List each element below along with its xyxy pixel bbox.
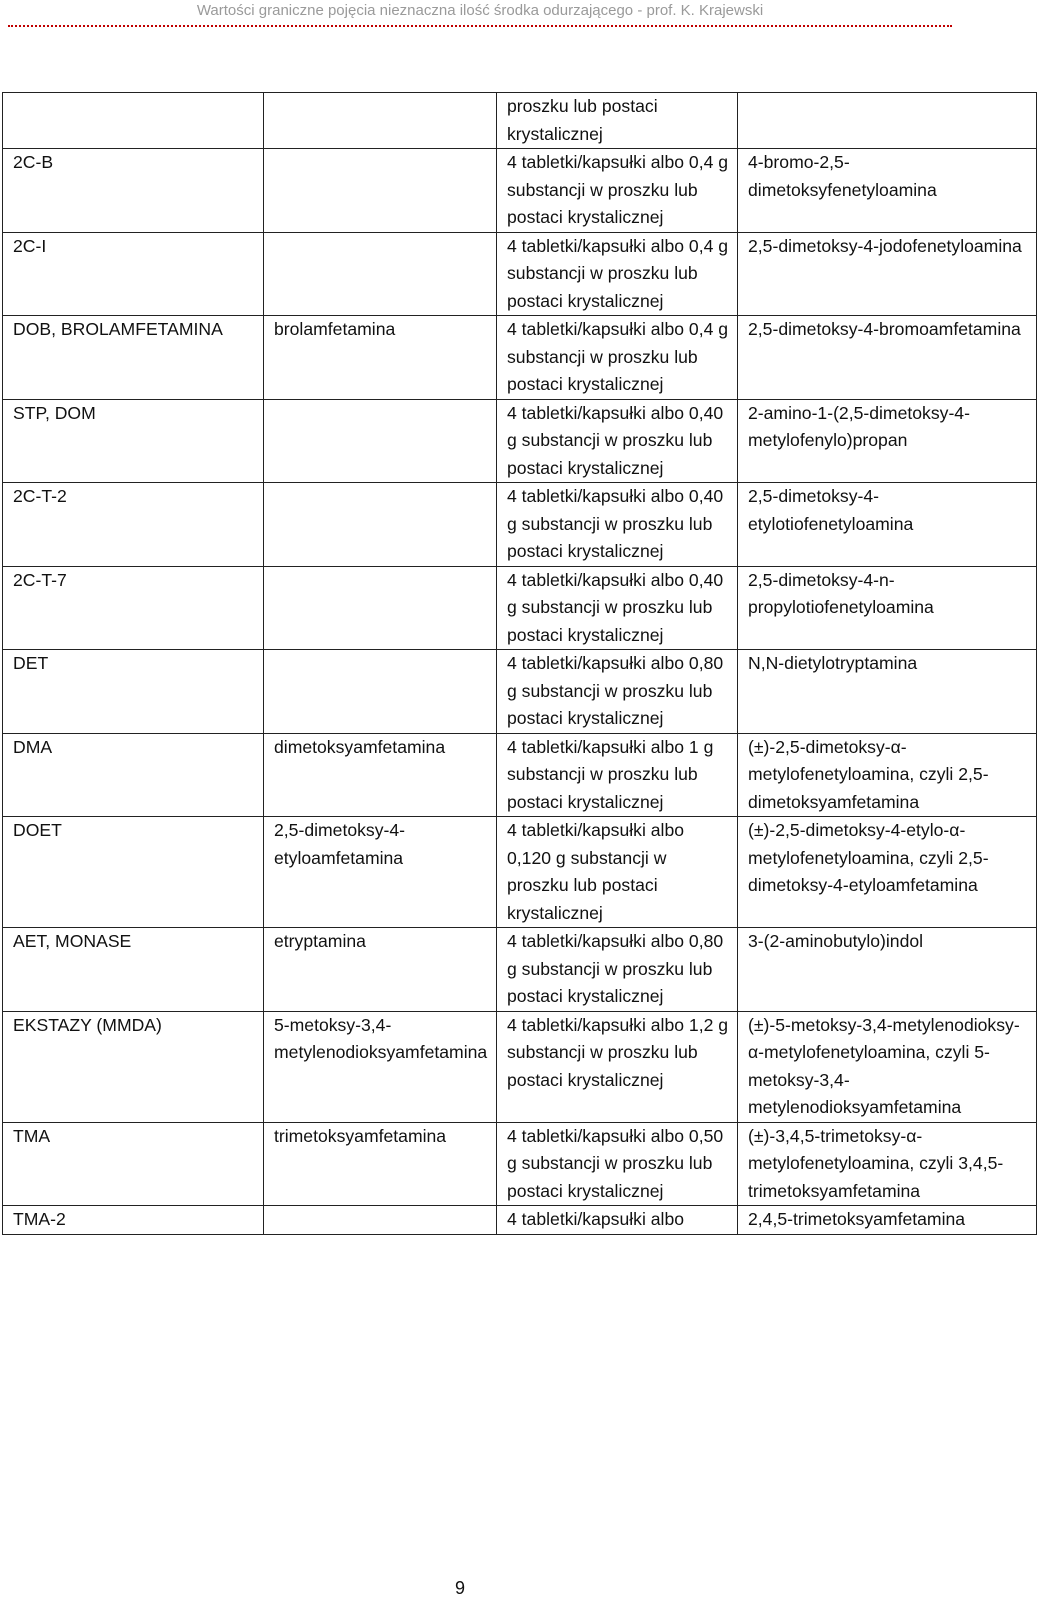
alternative-name-cell: etryptamina: [264, 928, 497, 1012]
chemical-name-cell: (±)-2,5-dimetoksy-α-metylofenetyloamina, czyli 2,5-dimetoksyamfetamina: [738, 733, 1037, 817]
chemical-name-cell: 2,4,5-trimetoksyamfetamina: [738, 1206, 1037, 1235]
alternative-name-cell: [264, 399, 497, 483]
alternative-name-cell: [264, 93, 497, 149]
chemical-name-cell: N,N-dietylotryptamina: [738, 650, 1037, 734]
table-row: [3, 232, 1037, 316]
alternative-name-cell: [264, 149, 497, 233]
substance-name-cell: 2C-T-2: [3, 483, 264, 567]
alternative-name-cell: [264, 232, 497, 316]
page-number: 9: [454, 1578, 465, 1598]
substance-name-cell: 2C-T-7: [3, 566, 264, 650]
chemical-name-cell: 2,5-dimetoksy-4-bromoamfetamina: [738, 316, 1037, 400]
alternative-name-cell: [264, 1206, 497, 1235]
threshold-amount-cell: 4 tabletki/kapsułki albo: [497, 1206, 738, 1235]
threshold-amount-cell: 4 tabletki/kapsułki albo 1 g substancji w proszku lub postaci krystalicznej: [497, 733, 738, 817]
table-row: [3, 483, 1037, 567]
substance-name-cell: DOET: [3, 817, 264, 928]
substance-name-cell: 2C-I: [3, 232, 264, 316]
substance-table: [2, 92, 1037, 1235]
alternative-name-cell: 5-metoksy-3,4-metylenodioksyamfetamina: [264, 1011, 497, 1122]
threshold-amount-cell: 4 tabletki/kapsułki albo 0,4 g substancji w proszku lub postaci krystalicznej: [497, 149, 738, 233]
chemical-name-cell: 2-amino-1-(2,5-dimetoksy-4-metylofenylo)propan: [738, 399, 1037, 483]
substance-name-cell: AET, MONASE: [3, 928, 264, 1012]
chemical-name-cell: (±)-3,4,5-trimetoksy-α-metylofenetyloamina, czyli 3,4,5-trimetoksyamfetamina: [738, 1122, 1037, 1206]
table-row: [3, 650, 1037, 734]
threshold-amount-cell: 4 tabletki/kapsułki albo 1,2 g substancji w proszku lub postaci krystalicznej: [497, 1011, 738, 1122]
substance-name-cell: TMA: [3, 1122, 264, 1206]
threshold-amount-cell: 4 tabletki/kapsułki albo 0,50 g substancji w proszku lub postaci krystalicznej: [497, 1122, 738, 1206]
substance-name-cell: 2C-B: [3, 149, 264, 233]
threshold-amount-cell: 4 tabletki/kapsułki albo 0,80 g substancji w proszku lub postaci krystalicznej: [497, 650, 738, 734]
chemical-name-cell: (±)-5-metoksy-3,4-metylenodioksy-α-metylofenetyloamina, czyli 5-metoksy-3,4-metylenodioksyamfetamina: [738, 1011, 1037, 1122]
substance-name-cell: EKSTAZY (MMDA): [3, 1011, 264, 1122]
substance-name-cell: STP, DOM: [3, 399, 264, 483]
threshold-amount-cell: 4 tabletki/kapsułki albo 0,40 g substancji w proszku lub postaci krystalicznej: [497, 399, 738, 483]
threshold-amount-cell: 4 tabletki/kapsułki albo 0,4 g substancji w proszku lub postaci krystalicznej: [497, 232, 738, 316]
threshold-amount-cell: 4 tabletki/kapsułki albo 0,40 g substancji w proszku lub postaci krystalicznej: [497, 566, 738, 650]
table-row: [3, 817, 1037, 928]
alternative-name-cell: [264, 483, 497, 567]
threshold-amount-cell: 4 tabletki/kapsułki albo 0,40 g substancji w proszku lub postaci krystalicznej: [497, 483, 738, 567]
chemical-name-cell: 3-(2-aminobutylo)indol: [738, 928, 1037, 1012]
substance-name-cell: TMA-2: [3, 1206, 264, 1235]
threshold-amount-cell: 4 tabletki/kapsułki albo 0,80 g substancji w proszku lub postaci krystalicznej: [497, 928, 738, 1012]
chemical-name-cell: (±)-2,5-dimetoksy-4-etylo-α-metylofenetyloamina, czyli 2,5-dimetoksy-4-etyloamfetamina: [738, 817, 1037, 928]
chemical-name-cell: 2,5-dimetoksy-4-n-propylotiofenetyloamina: [738, 566, 1037, 650]
alternative-name-cell: [264, 566, 497, 650]
table-row: [3, 566, 1037, 650]
substance-name-cell: DET: [3, 650, 264, 734]
table-row: [3, 1206, 1037, 1235]
table-row: [3, 399, 1037, 483]
running-header: Wartości graniczne pojęcia nieznaczna ilość środka odurzającego - prof. K. Krajewski: [196, 2, 764, 19]
table-row: [3, 316, 1037, 400]
chemical-name-cell: 4-bromo-2,5-dimetoksyfenetyloamina: [738, 149, 1037, 233]
alternative-name-cell: 2,5-dimetoksy-4-etyloamfetamina: [264, 817, 497, 928]
table-row: [3, 149, 1037, 233]
chemical-name-cell: 2,5-dimetoksy-4-etylotiofenetyloamina: [738, 483, 1037, 567]
table-row: [3, 1011, 1037, 1122]
header-divider: [8, 25, 952, 27]
alternative-name-cell: trimetoksyamfetamina: [264, 1122, 497, 1206]
table-row: [3, 93, 1037, 149]
threshold-amount-cell: 4 tabletki/kapsułki albo 0,4 g substancji w proszku lub postaci krystalicznej: [497, 316, 738, 400]
alternative-name-cell: brolamfetamina: [264, 316, 497, 400]
alternative-name-cell: dimetoksyamfetamina: [264, 733, 497, 817]
table-body: [3, 93, 1037, 1235]
substance-name-cell: DOB, BROLAMFETAMINA: [3, 316, 264, 400]
substance-name-cell: DMA: [3, 733, 264, 817]
table-row: [3, 733, 1037, 817]
threshold-amount-cell: proszku lub postaci krystalicznej: [497, 93, 738, 149]
chemical-name-cell: 2,5-dimetoksy-4-jodofenetyloamina: [738, 232, 1037, 316]
table-row: [3, 928, 1037, 1012]
table-row: [3, 1122, 1037, 1206]
threshold-amount-cell: 4 tabletki/kapsułki albo 0,120 g substancji w proszku lub postaci krystalicznej: [497, 817, 738, 928]
chemical-name-cell: [738, 93, 1037, 149]
alternative-name-cell: [264, 650, 497, 734]
substance-name-cell: [3, 93, 264, 149]
